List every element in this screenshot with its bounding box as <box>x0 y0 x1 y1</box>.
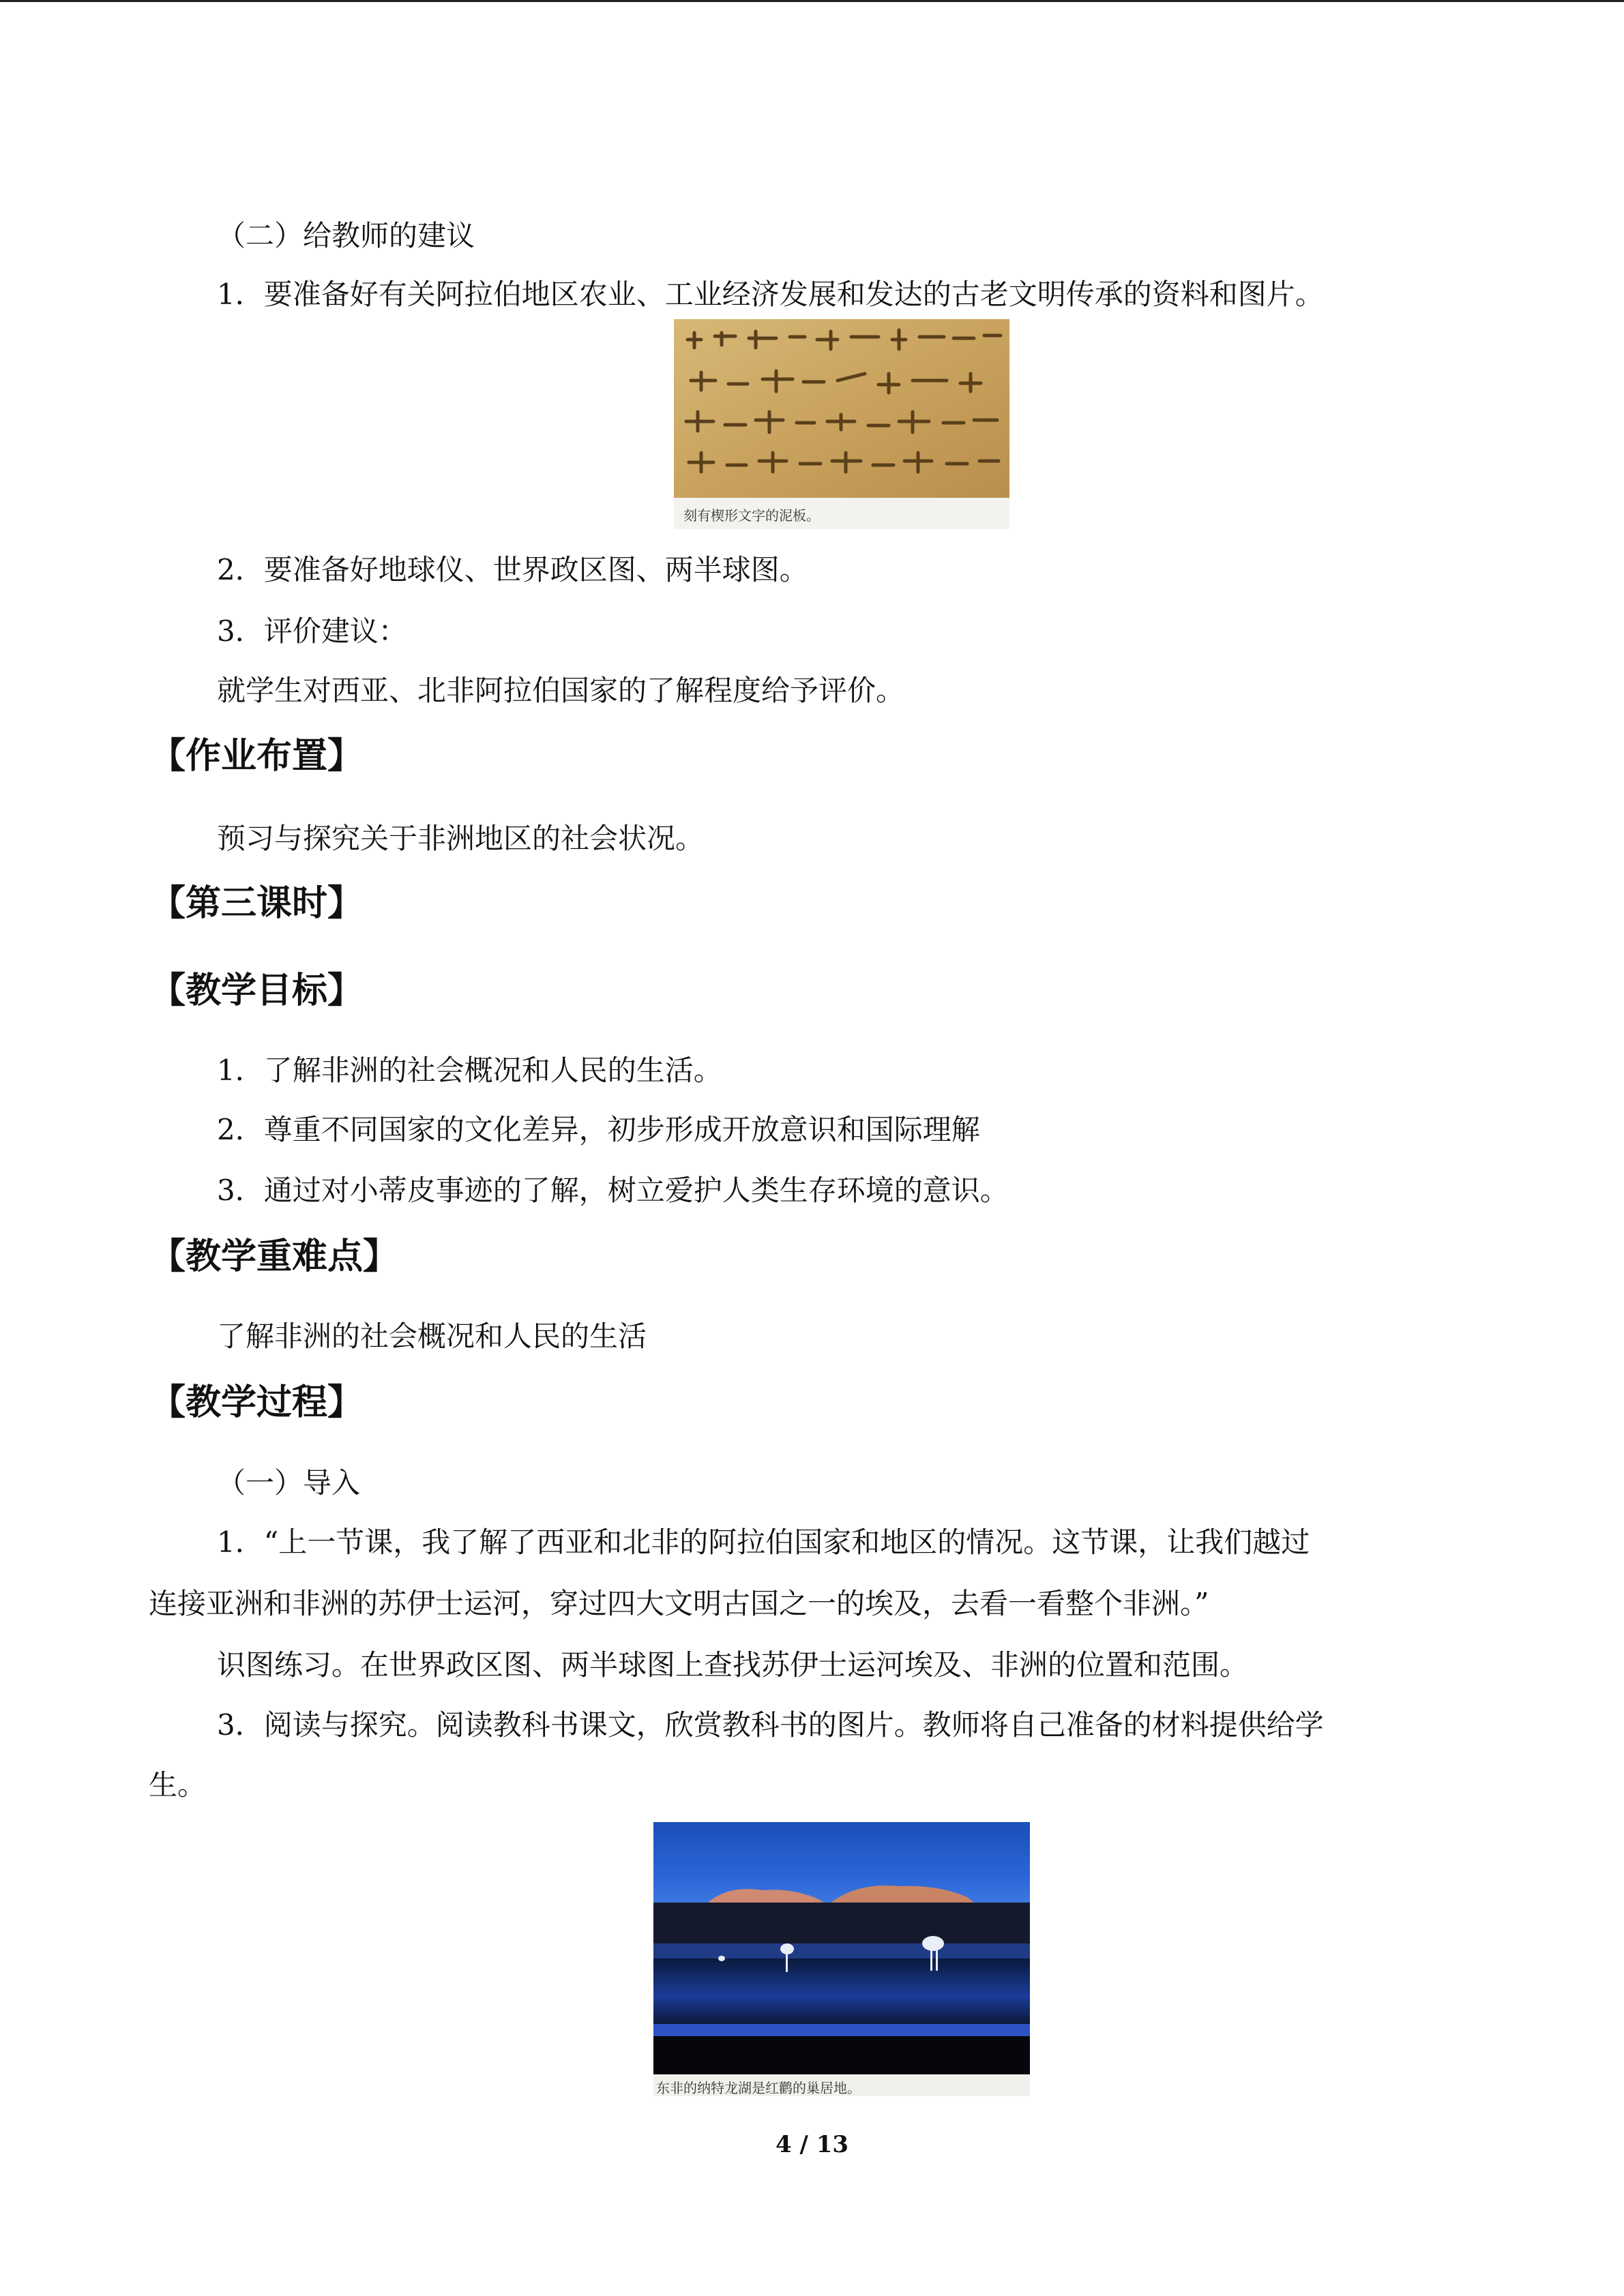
reading-paragraph-line-1: 3．阅读与探究。阅读教科书课文，欣赏教科书的图片。教师将自己准备的材料提供给学 <box>217 1708 1324 1742</box>
advice-item-1: 1．要准备好有关阿拉伯地区农业、工业经济发展和发达的古老文明传承的资料和图片。 <box>217 278 1324 311</box>
key-points-heading: 【教学重难点】 <box>150 1236 399 1277</box>
clay-tablet-figure <box>674 319 1009 529</box>
objectives-heading: 【教学目标】 <box>150 970 364 1011</box>
advice-item-2: 2．要准备好地球仪、世界政区图、两半球图。 <box>217 553 808 586</box>
key-points-text: 了解非洲的社会概况和人民的生活 <box>217 1320 647 1353</box>
figure1-caption: 刻有楔形文字的泥板。 <box>683 507 820 524</box>
lesson3-heading: 【第三课时】 <box>150 883 364 924</box>
homework-heading: 【作业布置】 <box>150 736 364 777</box>
intro-paragraph-1-line-2: 连接亚洲和非洲的苏伊士运河，穿过四大文明古国之一的埃及，去看一看整个非洲。” <box>149 1587 1209 1620</box>
cuneiform-tablet-image <box>674 319 1009 529</box>
teacher-advice-heading: （二）给教师的建议 <box>217 219 475 252</box>
objective-item-3: 3．通过对小蒂皮事迹的了解，树立爱护人类生存环境的意识。 <box>217 1174 1009 1207</box>
process-heading: 【教学过程】 <box>150 1382 364 1423</box>
figure2-caption: 东非的纳特龙湖是红鹳的巢居地。 <box>656 2080 861 2096</box>
advice-item-3: 3．评价建议： <box>217 614 407 648</box>
page-number: 4 / 13 <box>775 2131 849 2158</box>
objective-item-1: 1．了解非洲的社会概况和人民的生活。 <box>217 1054 722 1087</box>
homework-text: 预习与探究关于非洲地区的社会状况。 <box>217 822 705 855</box>
reading-paragraph-line-2: 生。 <box>149 1768 207 1802</box>
intro-paragraph-1-line-1: 1．“上一节课，我了解了西亚和北非的阿拉伯国家和地区的情况。这节课，让我们越过 <box>217 1525 1310 1559</box>
lake-natron-figure <box>653 1822 1030 2096</box>
lake-natron-image <box>653 1822 1030 2096</box>
evaluation-text: 就学生对西亚、北非阿拉伯国家的了解程度给予评价。 <box>217 674 905 707</box>
map-exercise-text: 识图练习。在世界政区图、两半球图上查找苏伊士运河埃及、非洲的位置和范围。 <box>217 1648 1249 1682</box>
top-border <box>0 0 1624 2</box>
intro-heading: （一）导入 <box>217 1466 361 1500</box>
objective-item-2: 2．尊重不同国家的文化差异，初步形成开放意识和国际理解 <box>217 1113 980 1146</box>
